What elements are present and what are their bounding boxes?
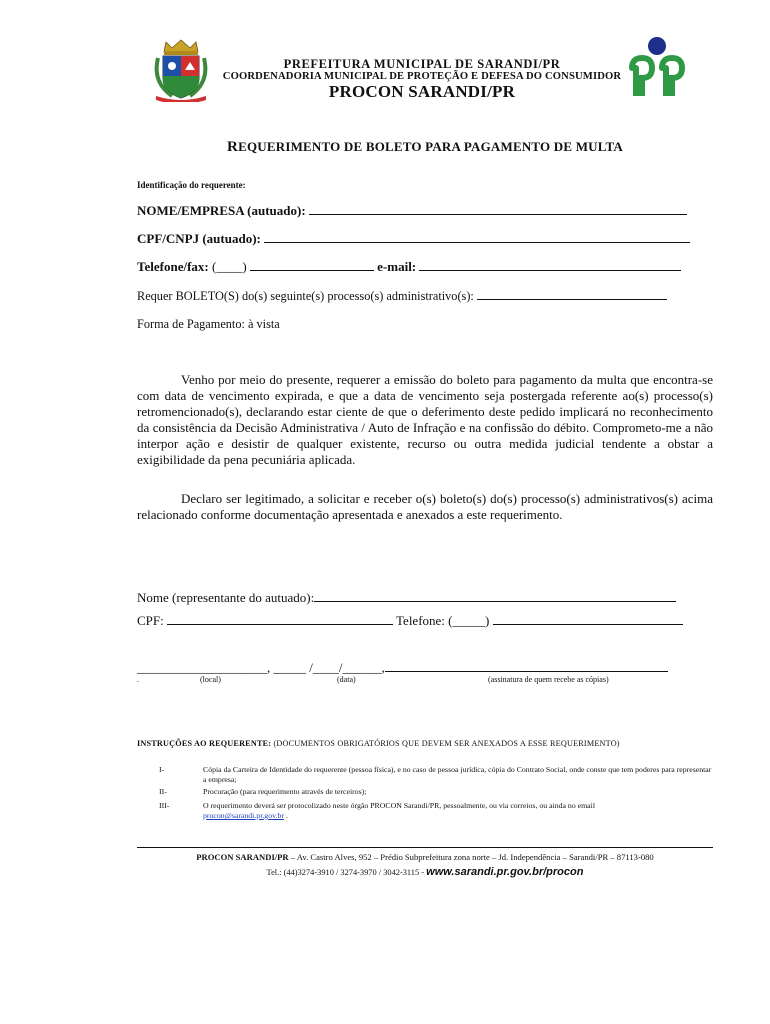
nome-empresa-label: NOME/EMPRESA (autuado): — [137, 203, 306, 218]
caption-local: (local) — [200, 675, 221, 684]
footer-contact — [137, 866, 713, 878]
representante-cpf-telefone-field[interactable] — [137, 613, 698, 629]
procon-email-link[interactable]: procon@sarandi.pr.gov.br — [203, 811, 284, 820]
local-data-blanks[interactable]: ____________________, _____ /____/______, — [137, 660, 385, 675]
header-coordenadoria: COORDENADORIA MUNICIPAL DE PROTEÇÃO E DEFESA DO CONSUMIDOR — [222, 71, 622, 82]
declaration-paragraph-2: Declaro ser legitimado, a solicitar e receber o(s) boleto(s) do(s) processo(s) administrativos(s) acima relacionado conforme documentação apresentada e anexados a este requerimento. — [137, 491, 713, 522]
header-procon: PROCON SARANDI/PR — [328, 82, 516, 101]
caption-dot: . — [137, 675, 139, 684]
telefone-email-field[interactable] — [137, 259, 698, 275]
instruction-text: Cópia da Carteira de Identidade do requerente (pessoa física), e no caso de pessoa jurídica, cópia do Contrato Social, onde conste que tem poderes para representar a empresa; — [203, 765, 712, 784]
instruction-text: Procuração (para requerimento através de terceiros); — [203, 787, 367, 796]
representante-nome-blank[interactable] — [314, 590, 676, 602]
representante-telefone-label: Telefone: (_____) — [396, 613, 490, 628]
footer-website-link[interactable]: www.sarandi.pr.gov.br/procon — [426, 866, 584, 878]
title-initial: R — [227, 139, 239, 155]
cpf-cnpj-field[interactable] — [137, 231, 698, 247]
cpf-cnpj-label: CPF/CNPJ (autuado): — [137, 231, 261, 246]
sarandi-coat-of-arms-logo — [152, 38, 210, 102]
representante-cpf-label: CPF: — [137, 613, 164, 628]
procon-logo — [628, 36, 688, 96]
instruction-number: II- — [159, 787, 167, 796]
instructions-heading — [137, 739, 620, 748]
header-prefeitura: PREFEITURA MUNICIPAL DE SARANDI/PR — [283, 57, 561, 71]
instruction-number: III- — [159, 801, 170, 810]
footer-address-text: – Av. Castro Alves, 952 – Prédio Subprefeitura zona norte – Jd. Independência – Sarandi/PR – 87113-080 — [288, 852, 654, 862]
cpf-cnpj-blank[interactable] — [264, 231, 690, 243]
instructions-heading-bold: INSTRUÇÕES AO REQUERENTE: — [137, 739, 272, 748]
requer-boleto-field[interactable] — [137, 288, 698, 304]
telefone-blank[interactable] — [250, 259, 374, 271]
representante-nome-label: Nome (representante do autuado): — [137, 590, 315, 605]
declaration-paragraph-1: Venho por meio do presente, requerer a emissão do boleto para pagamento da multa que encontra-se com data de vencimento expirada, e que a data de vencimento seja postergada referente ao(s) processo(s) retromencionado(s), declarando estar ciente de que o deferimento deste pedido implicará no reconhecimento da consistência da Decisão Administrativa / Auto de Infração e na confissão do débito. Comprometo-me a não interpor ação e desistir de qualquer existente, recurso ou outra medida judicial tendente a obstar a exigibilidade da pena pecuniária aplicada. — [137, 372, 713, 467]
local-data-assinatura-line[interactable] — [137, 660, 698, 676]
footer-procon-name: PROCON SARANDI/PR — [196, 852, 289, 862]
document-title — [130, 139, 720, 156]
forma-pagamento-value: à vista — [248, 317, 280, 331]
instruction-tail: . — [285, 811, 288, 820]
nome-empresa-blank[interactable] — [309, 203, 687, 215]
instruction-text: O requerimento deverá ser protocolizado neste órgão PROCON Sarandi/PR, pessoalmente, ou via correios, ou ainda no email — [203, 801, 595, 810]
representante-nome-field[interactable] — [137, 590, 698, 606]
representante-cpf-blank[interactable] — [167, 613, 393, 625]
caption-assinatura: (assinatura de quem recebe as cópias) — [488, 675, 609, 684]
email-label: e-mail: — [377, 259, 417, 274]
footer-phones: Tel.: (44)3274-3910 / 3274-3970 / 3042-3115 - — [266, 868, 427, 877]
telefone-ddd: (____) — [211, 259, 247, 274]
footer-divider — [137, 847, 713, 848]
footer-address — [137, 852, 713, 862]
nome-empresa-field[interactable] — [137, 203, 698, 219]
identification-label: Identificação do requerente: — [137, 180, 246, 190]
email-blank[interactable] — [419, 259, 681, 271]
assinatura-blank[interactable] — [385, 660, 668, 672]
caption-data: (data) — [337, 675, 356, 684]
requer-boleto-label: Requer BOLETO(S) do(s) seguinte(s) processo(s) administrativo(s): — [137, 289, 474, 303]
forma-pagamento — [137, 317, 698, 332]
instruction-text-wrapper — [203, 801, 713, 821]
requer-boleto-blank[interactable] — [477, 288, 667, 300]
telefone-label: Telefone/fax: — [137, 259, 209, 274]
instruction-number: I- — [159, 765, 165, 774]
title-rest: EQUERIMENTO DE BOLETO PARA PAGAMENTO DE MULTA — [238, 139, 623, 154]
forma-pagamento-label: Forma de Pagamento: — [137, 317, 245, 331]
representante-telefone-blank[interactable] — [493, 613, 683, 625]
instructions-heading-rest: (DOCUMENTOS OBRIGATÓRIOS QUE DEVEM SER ANEXADOS A ESSE REQUERIMENTO) — [273, 739, 620, 748]
